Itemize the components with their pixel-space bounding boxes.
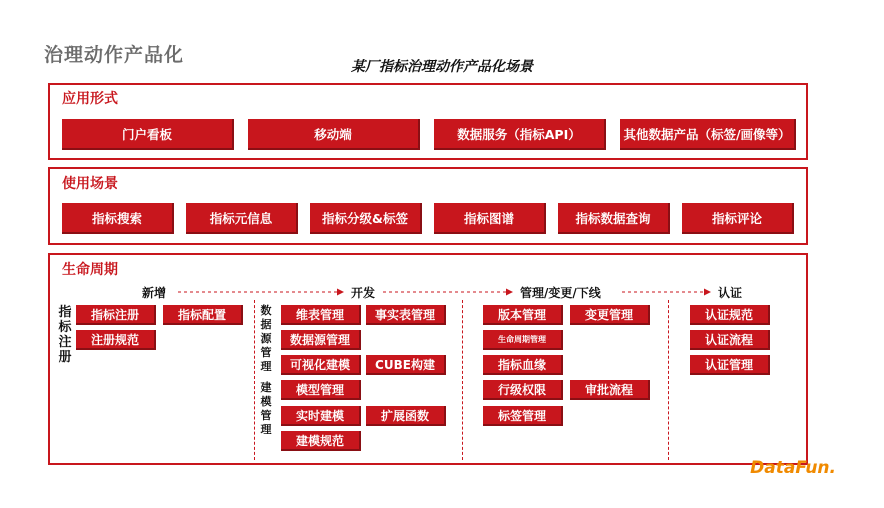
- usage-search: 指标搜索: [62, 203, 174, 234]
- stage-develop: 开发: [351, 286, 376, 300]
- mgmt-change: 变更管理: [570, 305, 650, 325]
- app-form-portal: 门户看板: [62, 119, 234, 150]
- dev-fact-table: 事实表管理: [366, 305, 446, 325]
- register-item-register: 指标注册: [76, 305, 156, 325]
- datafun-logo: [750, 458, 836, 478]
- usage-grading: 指标分级&标签: [310, 203, 422, 234]
- mgmt-row-permission: 行级权限: [483, 380, 563, 400]
- app-form-other-products: 其他数据产品（标签/画像等）: [620, 119, 796, 150]
- usage-comment: 指标评论: [682, 203, 794, 234]
- datasource-vertical-label: 数据源管理: [260, 304, 272, 373]
- stage-manage: 管理/变更/下线: [520, 286, 601, 300]
- dev-realtime-modeling: 实时建模: [281, 406, 361, 426]
- mgmt-lineage: 指标血缘: [483, 355, 563, 375]
- page-title: 治理动作产品化: [44, 44, 185, 66]
- dev-model-mgmt: 模型管理: [281, 380, 361, 400]
- app-forms-title: 应用形式: [62, 91, 118, 107]
- diagram-subtitle: 某厂指标治理动作产品化场景: [351, 59, 533, 75]
- mgmt-version: 版本管理: [483, 305, 563, 325]
- logo-text: DataFun: [750, 458, 830, 478]
- app-form-data-service: 数据服务（指标API）: [434, 119, 606, 150]
- divider-2: [462, 300, 463, 460]
- stage-certify: 认证: [718, 286, 743, 300]
- divider-1: [254, 300, 255, 460]
- dev-cube-build: CUBE构建: [366, 355, 446, 375]
- cert-process: 认证流程: [690, 330, 770, 350]
- dev-visual-modeling: 可视化建模: [281, 355, 361, 375]
- usage-meta: 指标元信息: [186, 203, 298, 234]
- stage-new: 新增: [142, 286, 167, 300]
- cert-mgmt: 认证管理: [690, 355, 770, 375]
- mgmt-approval: 审批流程: [570, 380, 650, 400]
- usage-query: 指标数据查询: [558, 203, 670, 234]
- cert-spec: 认证规范: [690, 305, 770, 325]
- modeling-vertical-label: 建模管理: [260, 381, 272, 436]
- usage-graph: 指标图谱: [434, 203, 546, 234]
- logo-dot: .: [829, 458, 836, 478]
- dev-dim-table: 维表管理: [281, 305, 361, 325]
- register-item-spec: 注册规范: [76, 330, 156, 350]
- app-form-mobile: 移动端: [248, 119, 420, 150]
- lifecycle-title: 生命周期: [62, 262, 118, 278]
- usage-title: 使用场景: [62, 176, 118, 192]
- register-vertical-label: 指标注册: [58, 305, 72, 365]
- mgmt-lifecycle: 生命周期管理: [483, 330, 563, 350]
- divider-3: [668, 300, 669, 460]
- mgmt-tag: 标签管理: [483, 406, 563, 426]
- register-item-config: 指标配置: [163, 305, 243, 325]
- dev-extension-func: 扩展函数: [366, 406, 446, 426]
- dev-modeling-spec: 建模规范: [281, 431, 361, 451]
- dev-datasource: 数据源管理: [281, 330, 361, 350]
